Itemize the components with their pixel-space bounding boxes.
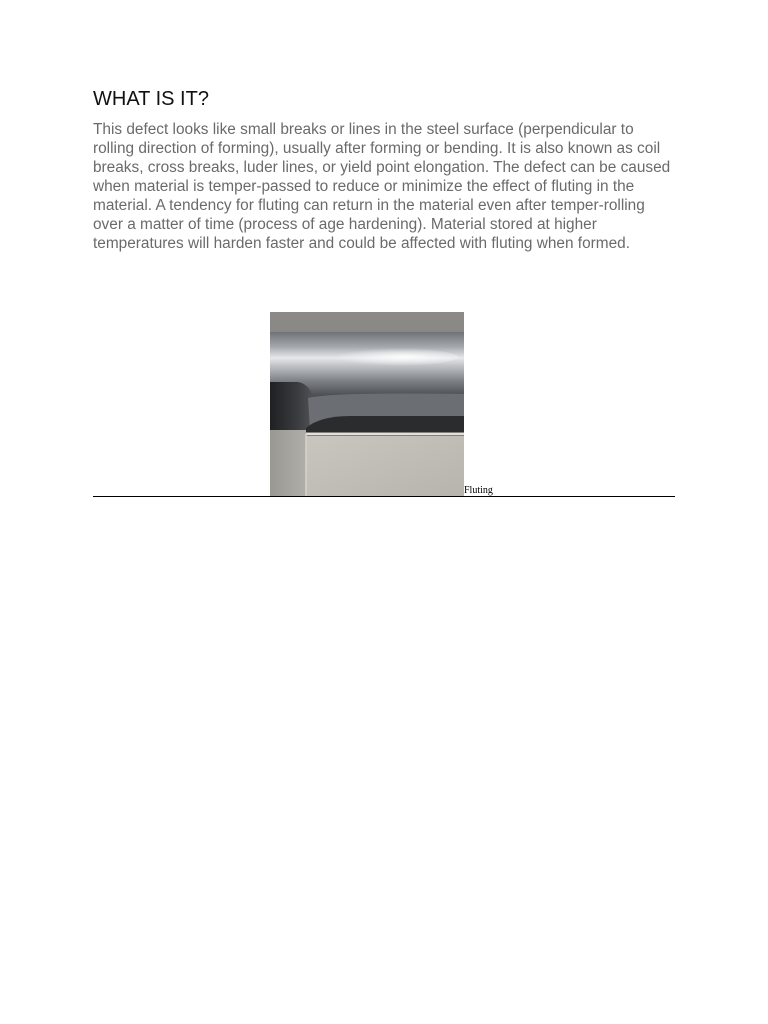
horizontal-rule	[93, 496, 675, 497]
body-paragraph: This defect looks like small breaks or lines in the steel surface (perpendicular to rolling direction of forming), usually after forming or bending. It is also known as coil breaks, cross breaks, luder lines, or yield point elongation. The defect can be caused when material is temper-passed to reduce or minimize the effect of fluting in the material. A tendency for fluting can return in the material even after temper-rolling over a matter of time (process of age hardening). Material stored at higher temperatures will harden faster and could be affected with fluting when formed.	[93, 121, 671, 252]
fluting-photo	[270, 312, 464, 496]
figure-caption: Fluting	[464, 485, 493, 496]
section-heading: WHAT IS IT?	[93, 88, 209, 110]
